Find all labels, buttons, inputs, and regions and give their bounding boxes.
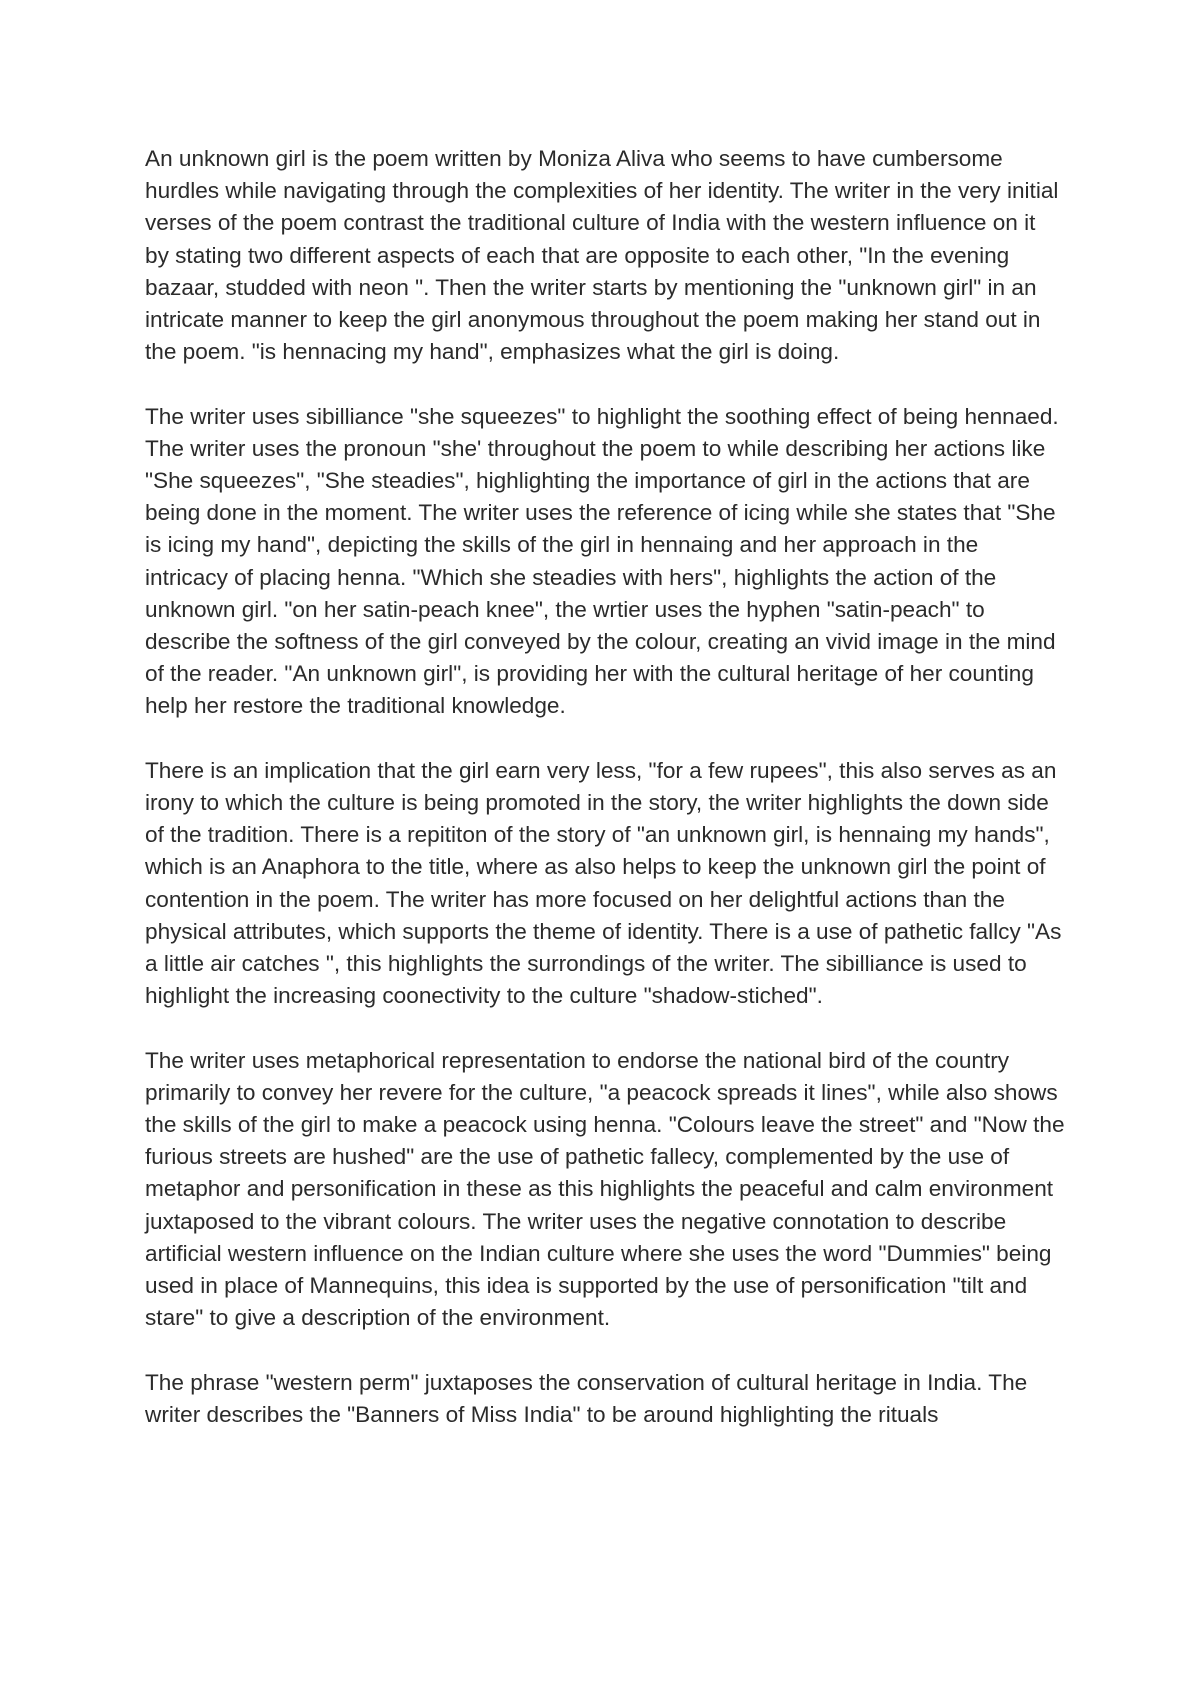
paragraph-3: There is an implication that the girl earn very less, "for a few rupees", this also serves as an irony to which the culture is being promoted in the story, the writer highlights the down side of the tradition. There is a repititon of the story of "an unknown girl, is hennaing my hands", which is an Anaphora to the title, where as also helps to keep the unknown girl the point of contention in the poem. The writer has more focused on her delightful actions than the physical attributes, which supports the theme of identity. There is a use of pathetic fallcy "As a little air catches ", this highlights the surrondings of the writer. The sibilliance is used to highlight the increasing coonectivity to the culture "shadow-stiched". — [145, 757, 1062, 1009]
paragraph-2: The writer uses sibilliance "she squeezes" to highlight the soothing effect of being hennaed. The writer uses the pronoun "she' throughout the poem to while describing her actions like "She squeezes", "She steadies", highlighting the importance of girl in the actions that are being done in the moment. The writer uses the reference of icing while she states that "She is icing my hand", depicting the skills of the girl in hennaing and her approach in the intricacy of placing henna. "Which she steadies with hers", highlights the action of the unknown girl. "on her satin-peach knee", the wrtier uses the hyphen "satin-peach" to describe the softness of the girl conveyed by the colour, creating an vivid image in the mind of the reader. "An unknown girl", is providing her with the cultural heritage of her counting help her restore the traditional knowledge. — [145, 403, 1059, 719]
paragraph-1: An unknown girl is the poem written by Moniza Aliva who seems to have cumbersome hurdles while navigating through the complexities of her identity. The writer in the very initial verses of the poem contrast the traditional culture of India with the western influence on it by stating two different aspects of each that are opposite to each other, "In the evening bazaar, studded with neon ". Then the writer starts by mentioning the "unknown girl" in an intricate manner to keep the girl anonymous throughout the poem making her stand out in the poem. "is hennacing my hand", emphasizes what the girl is doing. — [145, 146, 1059, 365]
document-body — [145, 143, 1065, 1431]
paragraph-4: The writer uses metaphorical representation to endorse the national bird of the country primarily to convey her revere for the culture, "a peacock spreads it lines", while also shows the skills of the girl to make a peacock using henna. "Colours leave the street" and "Now the furious streets are hushed" are the use of pathetic fallecy, complemented by the use of metaphor and personification in these as this highlights the peaceful and calm environment juxtaposed to the vibrant colours. The writer uses the negative connotation to describe artificial western influence on the Indian culture where she uses the word "Dummies" being used in place of Mannequins, this idea is supported by the use of personification "tilt and stare" to give a description of the environment. — [145, 1047, 1065, 1331]
paragraph-5: The phrase "western perm" juxtaposes the conservation of cultural heritage in India. The writer describes the "Banners of Miss India" to be around highlighting the rituals — [145, 1369, 1028, 1427]
